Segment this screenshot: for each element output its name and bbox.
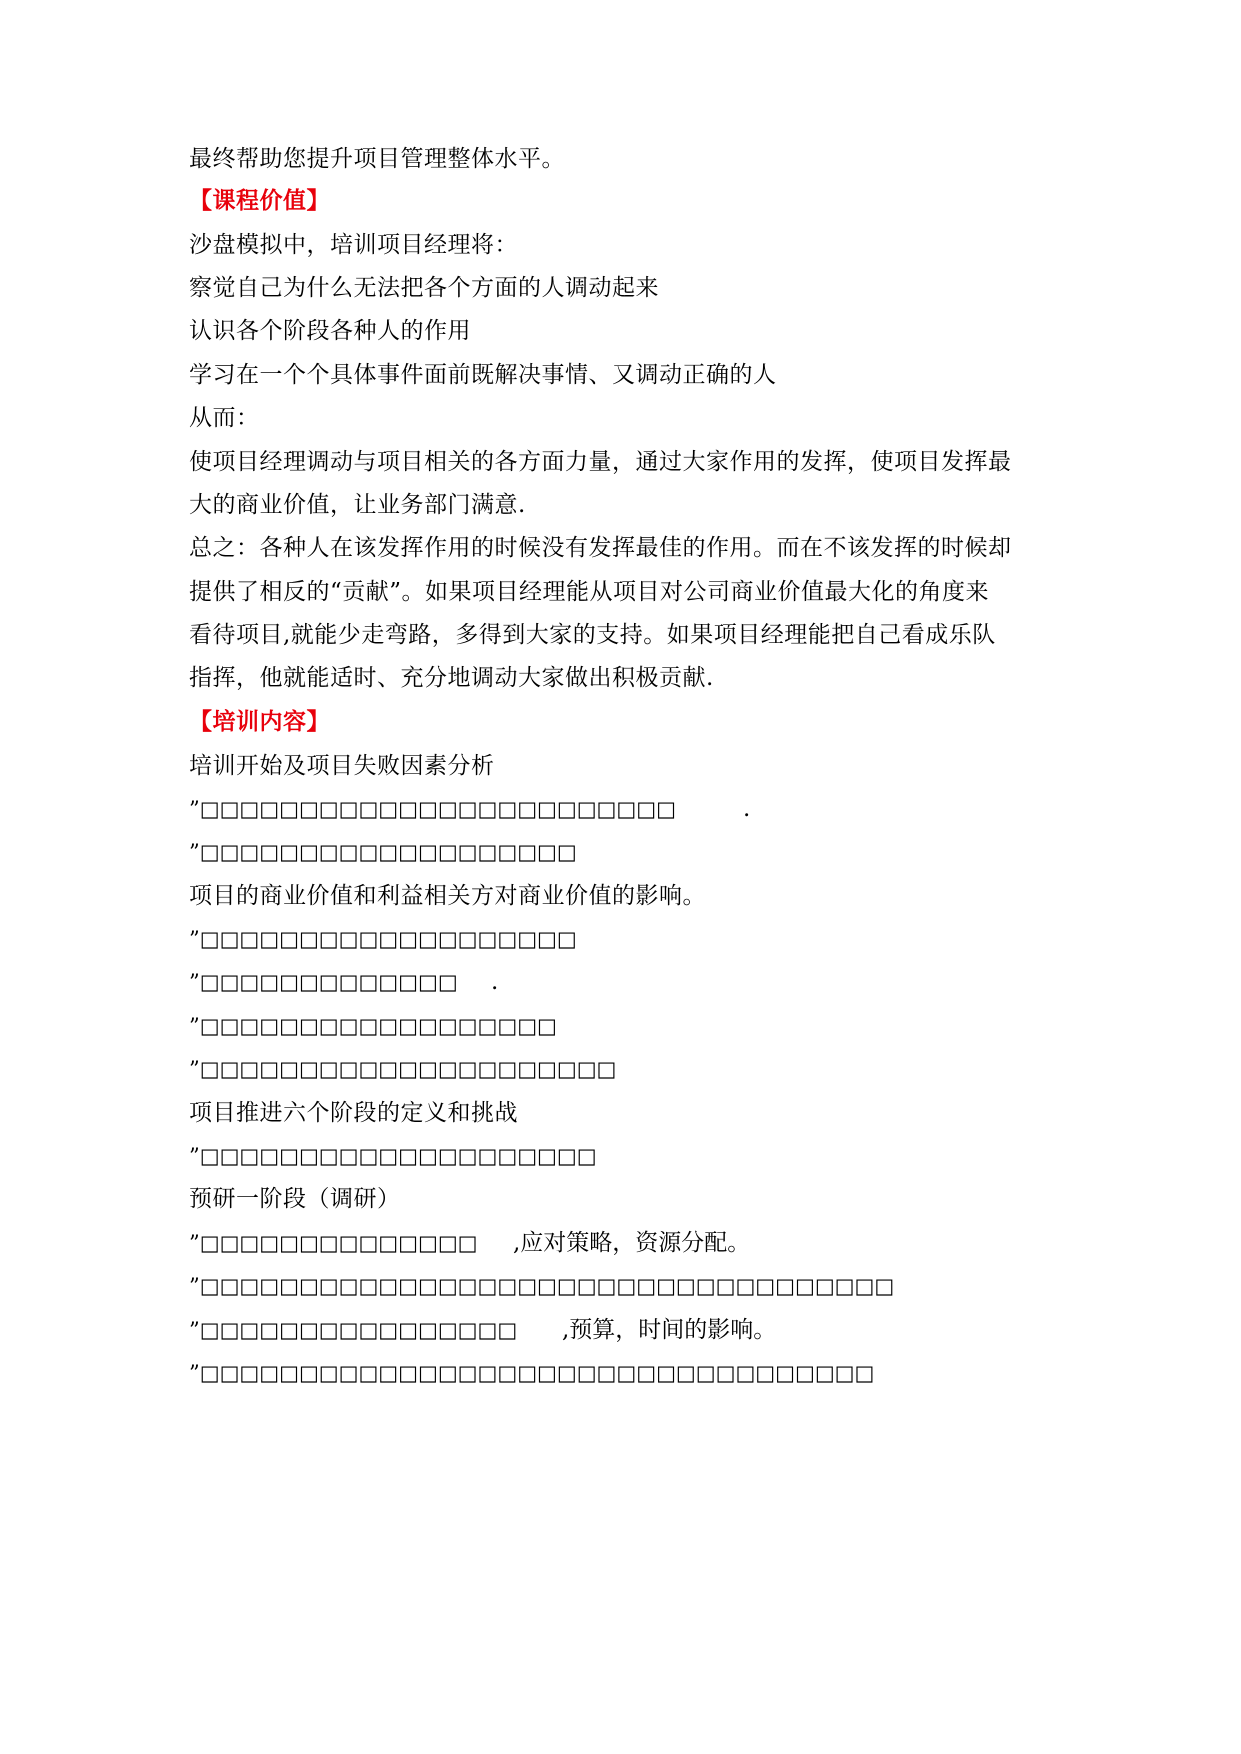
content-line: 项目推进六个阶段的定义和挑战 <box>189 1100 518 1126</box>
value-line: 总之：各种人在该发挥作用的时候没有发挥最佳的作用。而在不该发挥的时候却 <box>189 535 1012 561</box>
content-line-tail: ,应对策略，资源分配。 <box>513 1230 751 1256</box>
content-bullet-line: ”□□□□□□□□□□□□□□□□□□ <box>189 1014 557 1038</box>
heading-training-content: 【培训内容】 <box>189 708 330 735</box>
content-line-tail: . <box>491 969 499 995</box>
value-line: 认识各个阶段各种人的作用 <box>189 318 471 344</box>
content-line: 预研一阶段（调研） <box>189 1186 401 1212</box>
value-line: 使项目经理调动与项目相关的各方面力量，通过大家作用的发挥，使项目发挥最 <box>189 449 1012 475</box>
content-bullet-line: ”□□□□□□□□□□□□□□□□□□□□□ <box>189 1057 617 1081</box>
content-bullet-line: ”□□□□□□□□□□□□□ <box>189 970 458 994</box>
paragraph-intro-tail: 最终帮助您提升项目管理整体水平。 <box>189 146 565 172</box>
content-line: 项目的商业价值和利益相关方对商业价值的影响。 <box>189 883 706 909</box>
value-line: 从而： <box>189 405 260 431</box>
value-line: 沙盘模拟中，培训项目经理将： <box>189 232 518 258</box>
content-line-tail: . <box>743 796 751 822</box>
value-line: 看待项目,就能少走弯路，多得到大家的支持。如果项目经理能把自己看成乐队 <box>189 622 996 648</box>
value-line: 提供了相反的“贡献”。如果项目经理能从项目对公司商业价值最大化的角度来 <box>189 579 990 605</box>
content-bullet-line: ”□□□□□□□□□□□□□□□□□□□□□□□□□□□□□□□□□□ <box>189 1361 875 1385</box>
content-bullet-line: ”□□□□□□□□□□□□□□□□ <box>189 1318 518 1342</box>
value-line: 察觉自己为什么无法把各个方面的人调动起来 <box>189 275 659 301</box>
content-bullet-line: ”□□□□□□□□□□□□□□□□□□□ <box>189 840 577 864</box>
content-bullet-line: ”□□□□□□□□□□□□□□□□□□□ <box>189 927 577 951</box>
content-bullet-line: ”□□□□□□□□□□□□□□ <box>189 1231 478 1255</box>
value-line: 学习在一个个具体事件面前既解决事情、又调动正确的人 <box>189 362 777 388</box>
content-line-tail: ,预算，时间的影响。 <box>562 1317 777 1343</box>
content-bullet-line: ”□□□□□□□□□□□□□□□□□□□□□□□□□□□□□□□□□□□ <box>189 1274 895 1298</box>
content-bullet-line: ”□□□□□□□□□□□□□□□□□□□□ <box>189 1144 597 1168</box>
content-bullet-line: ”□□□□□□□□□□□□□□□□□□□□□□□□ <box>189 797 676 821</box>
value-line: 指挥，他就能适时、充分地调动大家做出积极贡献. <box>189 665 714 691</box>
content-line: 培训开始及项目失败因素分析 <box>189 753 495 779</box>
heading-course-value: 【课程价值】 <box>189 187 330 214</box>
value-line: 大的商业价值，让业务部门满意. <box>189 492 526 518</box>
